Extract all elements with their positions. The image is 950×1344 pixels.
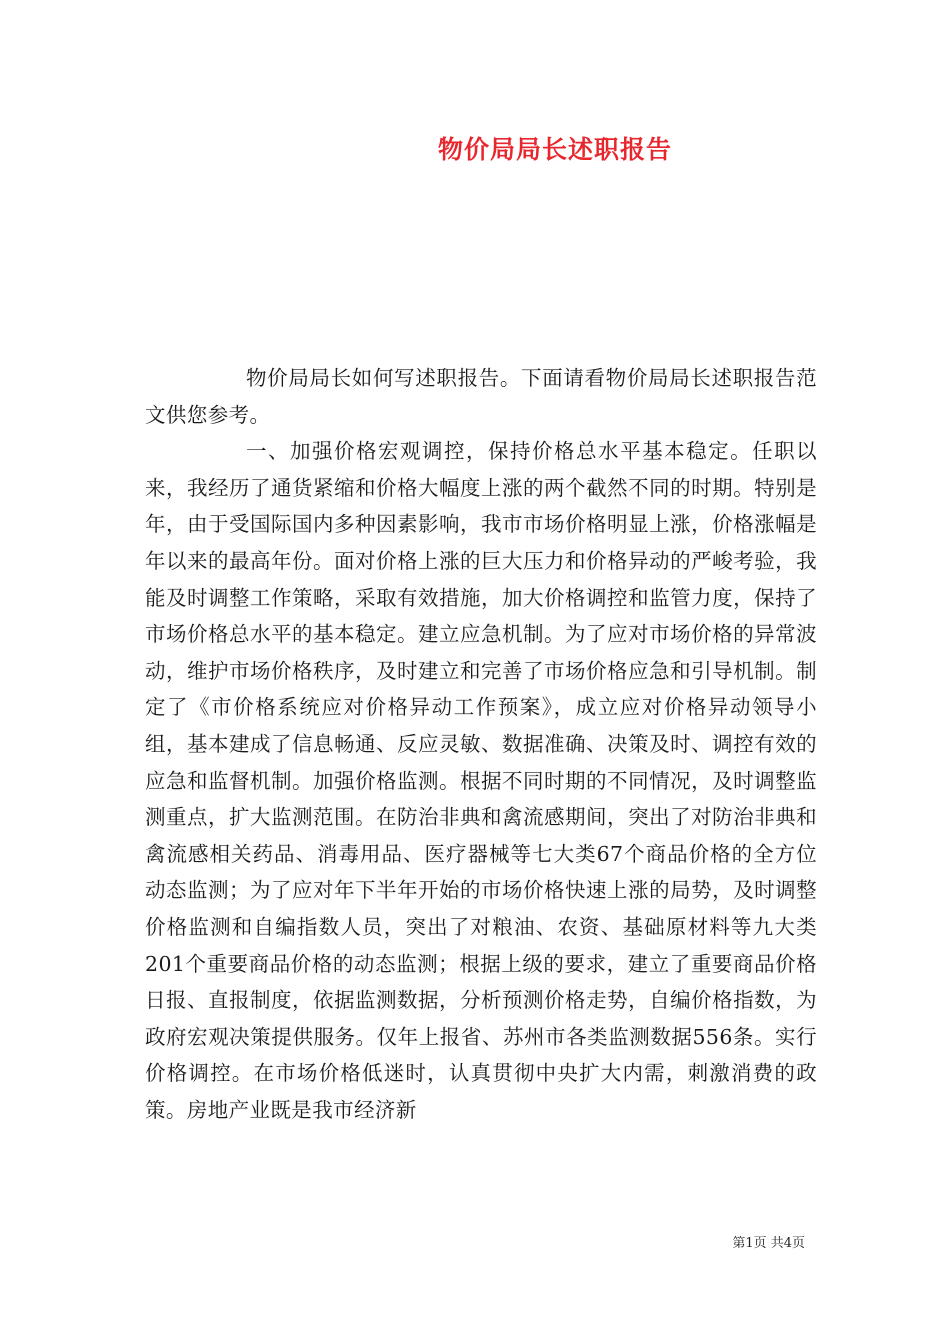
intro-paragraph: 物价局局长如何写述职报告。下面请看物价局局长述职报告范文供您参考。	[145, 366, 817, 427]
document-title: 物价局局长述职报告	[437, 135, 672, 164]
document-body	[145, 360, 817, 1128]
section-one-paragraph: 一、加强价格宏观调控，保持价格总水平基本稳定。任职以来，我经历了通货紧缩和价格大幅度上涨的两个截然不同的时期。特别是年，由于受国际国内多种因素影响，我市市场价格明显上涨，价格涨幅是年以来的最高年份。面对价格上涨的巨大压力和价格异动的严峻考验，我能及时调整工作策略，采取有效措施，加大价格调控和监管力度，保持了市场价格总水平的基本稳定。建立应急机制。为了应对市场价格的异常波动，维护市场价格秩序，及时建立和完善了市场价格应急和引导机制。制定了《市价格系统应对价格异动工作预案》，成立应对价格异动领导小组，基本建成了信息畅通、反应灵敏、数据准确、决策及时、调控有效的应急和监督机制。加强价格监测。根据不同时期的不同情况，及时调整监测重点，扩大监测范围。在防治非典和禽流感期间，突出了对防治非典和禽流感相关药品、消毒用品、医疗器械等七大类67个商品价格的全方位动态监测；为了应对年下半年开始的市场价格快速上涨的局势，及时调整价格监测和自编指数人员，突出了对粮油、农资、基础原材料等九大类201个重要商品价格的动态监测；根据上级的要求，建立了重要商品价格日报、直报制度，依据监测数据，分析预测价格走势，自编价格指数，为政府宏观决策提供服务。仅年上报省、苏州市各类监测数据556条。实行价格调控。在市场价格低迷时，认真贯彻中央扩大内需，刺激消费的政策。房地产业既是我市经济新	[145, 439, 817, 1122]
page-number: 第1页 共4页	[732, 1236, 805, 1251]
